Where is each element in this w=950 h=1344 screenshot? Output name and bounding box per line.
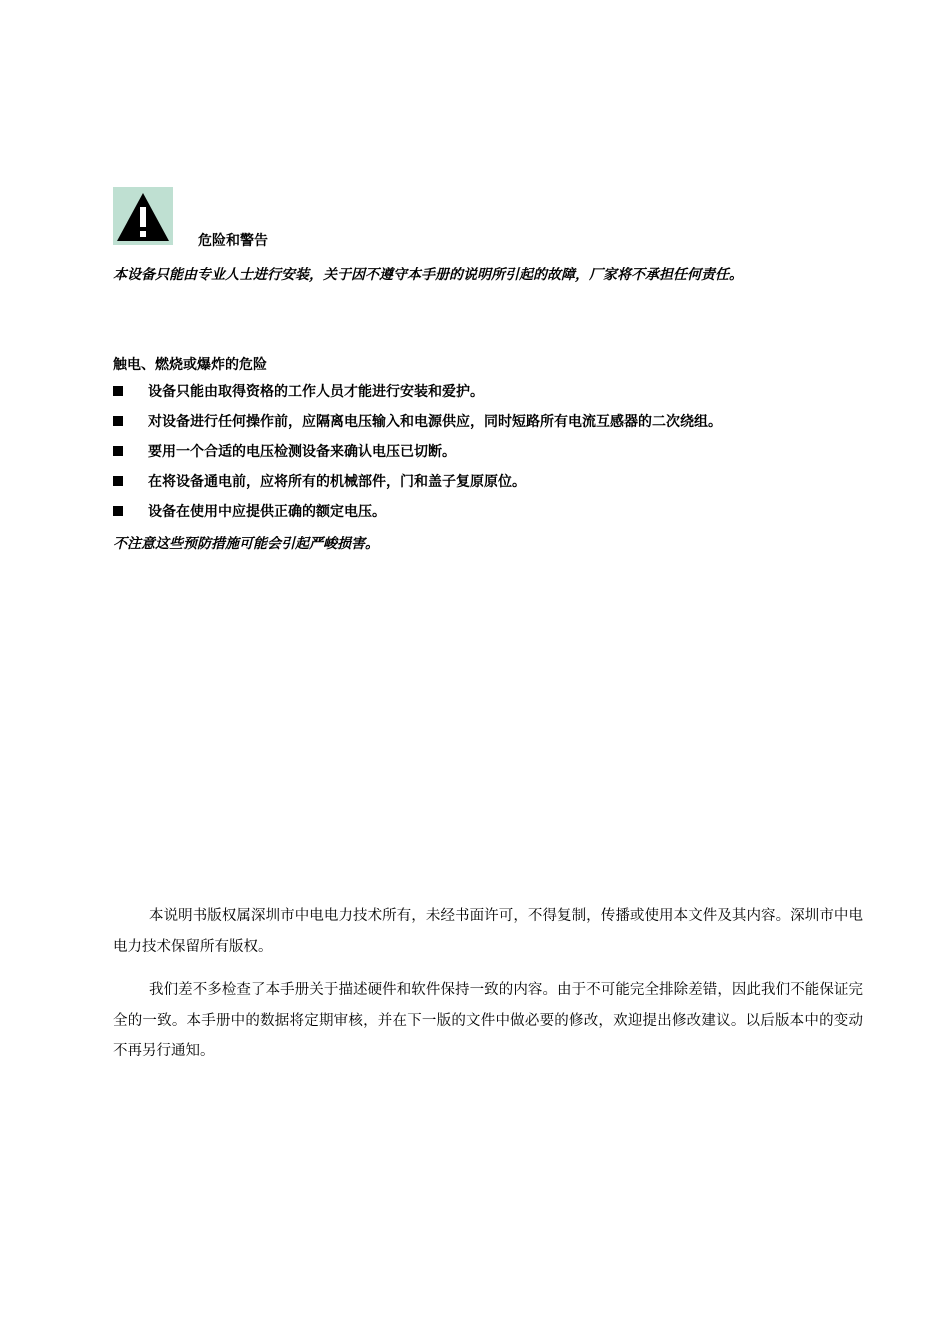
square-bullet-icon: [113, 416, 123, 426]
hazard-item: [113, 501, 722, 531]
square-bullet-icon: [113, 506, 123, 516]
hazard-item-text: 设备在使用中应提供正确的额定电压。: [148, 504, 386, 520]
copyright-paragraph: 本说明书版权属深圳市中电电力技术所有，未经书面许可，不得复制，传播或使用本文件及其内容。深圳市中电电力技术保留所有版权。: [113, 908, 863, 955]
hazard-section-title: 触电、燃烧或爆炸的危险: [113, 357, 267, 373]
hazard-item-text: 设备只能由取得资格的工作人员才能进行安装和爱护。: [148, 384, 484, 400]
warning-title: 危险和警告: [198, 233, 268, 249]
hazard-item: [113, 411, 722, 441]
hazard-item: [113, 471, 722, 501]
hazard-item-text: 对设备进行任何操作前，应隔离电压输入和电源供应，同时短路所有电流互感器的二次绕组。: [148, 414, 722, 430]
hazard-item-text: 要用一个合适的电压检测设备来确认电压已切断。: [148, 444, 456, 460]
hazard-list: [113, 381, 722, 531]
hazard-item: [113, 441, 722, 471]
hazard-item: [113, 381, 722, 411]
warning-triangle-icon: [113, 187, 173, 245]
square-bullet-icon: [113, 446, 123, 456]
hazard-note: 不注意这些预防措施可能会引起严峻损害。: [113, 536, 379, 552]
square-bullet-icon: [113, 386, 123, 396]
square-bullet-icon: [113, 476, 123, 486]
disclaimer-paragraph: 我们差不多检查了本手册关于描述硬件和软件保持一致的内容。由于不可能完全排除差错，因此我们不能保证完全的一致。本手册中的数据将定期审核，并在下一版的文件中做必要的修改，欢迎提出修改建议。以后版本中的变动不再另行通知。: [113, 982, 863, 1059]
hazard-item-text: 在将设备通电前，应将所有的机械部件，门和盖子复原原位。: [148, 474, 526, 490]
warning-statement: 本设备只能由专业人士进行安装，关于因不遵守本手册的说明所引起的故障，厂家将不承担任何责任。: [113, 267, 743, 283]
